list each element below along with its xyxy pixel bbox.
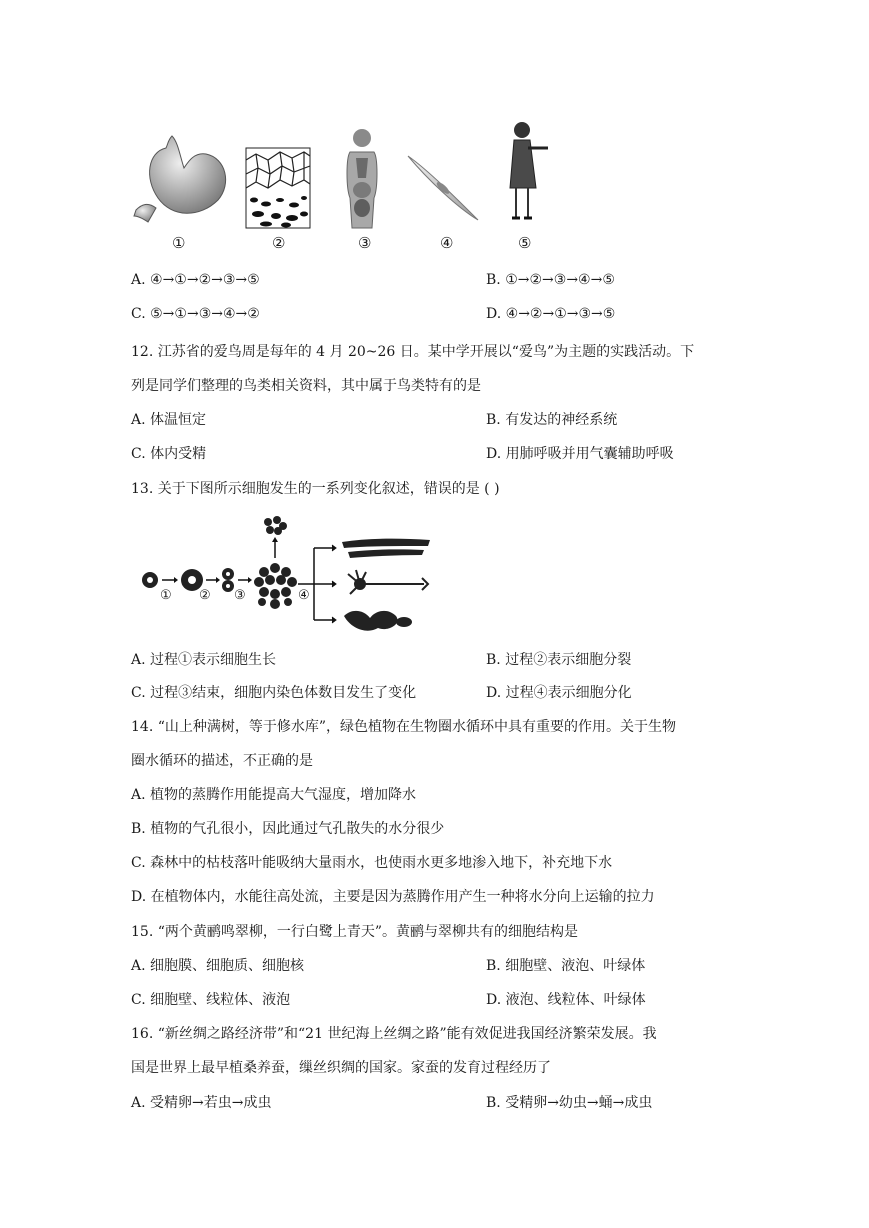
option-key: D. xyxy=(486,685,502,701)
q11-images xyxy=(128,118,568,258)
q13-option-b[interactable] xyxy=(486,649,631,669)
option-key: A. xyxy=(131,787,146,803)
q15-option-c[interactable] xyxy=(131,989,290,1009)
option-text: 植物的气孔很小，因此通过气孔散失的水分很少 xyxy=(150,821,445,837)
q14-option-c[interactable] xyxy=(131,852,612,872)
cell-process-diagram xyxy=(138,512,438,638)
q11-figure-label: ② xyxy=(272,234,286,252)
person-image xyxy=(510,122,548,218)
stomach-image xyxy=(134,136,226,222)
option-key: A. xyxy=(131,958,146,974)
q11-figure xyxy=(128,118,568,258)
option-text: 体内受精 xyxy=(150,446,207,462)
option-text: 受精卵→若虫→成虫 xyxy=(150,1095,272,1111)
q14-stem-line2: 圈水循环的描述，不正确的是 xyxy=(131,753,313,769)
cell-single xyxy=(142,572,158,588)
q13-figure-label: ④ xyxy=(298,588,310,603)
option-key: B. xyxy=(486,272,501,288)
body-system-image xyxy=(347,129,377,228)
option-text: 用肺呼吸并用气囊辅助呼吸 xyxy=(505,446,674,462)
option-key: D. xyxy=(486,992,502,1008)
q12-option-c[interactable] xyxy=(131,443,206,463)
q13-option-c[interactable] xyxy=(131,682,416,702)
option-key: A. xyxy=(131,412,146,428)
q13-figure-label: ① xyxy=(160,588,172,603)
q11-option-b[interactable] xyxy=(486,272,615,288)
option-text: ④→②→①→③→⑤ xyxy=(505,306,616,322)
arrow-icon xyxy=(174,577,178,583)
option-text: 森林中的枯枝落叶能吸纳大量雨水，也使雨水更多地渗入地下，补充地下水 xyxy=(150,855,613,871)
option-text: 有发达的神经系统 xyxy=(505,412,618,428)
option-key: B. xyxy=(486,412,501,428)
option-key: C. xyxy=(131,446,146,462)
q16-option-b[interactable] xyxy=(486,1092,652,1112)
option-key: C. xyxy=(131,992,146,1008)
q13-option-d[interactable] xyxy=(486,682,632,702)
option-key: B. xyxy=(486,1095,501,1111)
q12-stem-line2: 列是同学们整理的鸟类相关资料，其中属于鸟类特有的是 xyxy=(131,378,481,394)
arrow-icon xyxy=(216,577,220,583)
q13-stem-line1: 13. 关于下图所示细胞发生的一系列变化叙述，错误的是 ( ) xyxy=(131,481,500,497)
option-key: A. xyxy=(131,652,146,668)
q13-figure-label: ③ xyxy=(234,588,246,603)
q14-option-b[interactable] xyxy=(131,818,444,838)
q16-stem-line2: 国是世界上最早植桑养蚕，缫丝织绸的国家。家蚕的发育过程经历了 xyxy=(131,1060,551,1076)
q13-figure-label: ② xyxy=(199,588,211,603)
option-key: B. xyxy=(486,958,501,974)
q11-figure-label: ① xyxy=(172,234,186,252)
option-key: B. xyxy=(131,821,146,837)
option-text: 受精卵→幼虫→蛹→成虫 xyxy=(505,1095,653,1111)
q15-option-a[interactable] xyxy=(131,955,304,975)
q15-stem-line1: 15. “两个黄鹂鸣翠柳，一行白鹭上青天”。黄鹂与翠柳共有的细胞结构是 xyxy=(131,924,579,940)
arrow-icon xyxy=(248,577,252,583)
connective-tissue xyxy=(344,611,412,631)
cell-cluster-top xyxy=(264,516,287,535)
option-text: ④→①→②→③→⑤ xyxy=(150,272,260,288)
q11-option-a[interactable] xyxy=(131,272,260,288)
cell-cluster xyxy=(254,563,297,609)
arrow-icon xyxy=(314,548,334,620)
option-text: 过程①表示细胞生长 xyxy=(150,652,277,668)
q11-figure-label: ⑤ xyxy=(518,234,532,252)
tissue-image xyxy=(246,148,310,228)
option-text: 过程④表示细胞分化 xyxy=(505,685,632,701)
arrow-icon xyxy=(272,537,278,542)
option-key: D. xyxy=(486,306,502,322)
option-text: 过程③结束，细胞内染色体数目发生了变化 xyxy=(150,685,417,701)
q11-figure-label: ④ xyxy=(440,234,454,252)
q11-option-c[interactable] xyxy=(131,306,260,322)
q12-option-b[interactable] xyxy=(486,409,617,429)
arrow-icon xyxy=(332,545,336,623)
spindle-cell-image xyxy=(408,156,478,220)
option-text: ①→②→③→④→⑤ xyxy=(505,272,615,288)
option-key: D. xyxy=(131,889,147,905)
option-text: 过程②表示细胞分裂 xyxy=(505,652,632,668)
option-key: C. xyxy=(131,685,146,701)
option-key: A. xyxy=(131,272,146,288)
nerve-cell xyxy=(348,570,428,594)
option-text: 在植物体内，水能往高处流，主要是因为蒸腾作用产生一种将水分向上运输的拉力 xyxy=(150,889,655,905)
q12-option-a[interactable] xyxy=(131,409,206,429)
option-key: C. xyxy=(131,306,146,322)
option-key: C. xyxy=(131,855,146,871)
option-key: A. xyxy=(131,1095,146,1111)
option-text: 细胞壁、液泡、叶绿体 xyxy=(505,958,646,974)
option-text: 细胞膜、细胞质、细胞核 xyxy=(150,958,305,974)
option-key: D. xyxy=(486,446,502,462)
cell-divided xyxy=(222,568,234,592)
q12-option-d[interactable] xyxy=(486,443,674,463)
q14-option-a[interactable] xyxy=(131,784,416,804)
q11-figure-label: ③ xyxy=(358,234,372,252)
q14-option-d[interactable] xyxy=(131,886,655,906)
q13-figure xyxy=(138,512,438,638)
q13-option-a[interactable] xyxy=(131,649,276,669)
option-text: ⑤→①→③→④→② xyxy=(150,306,260,322)
option-text: 细胞壁、线粒体、液泡 xyxy=(150,992,291,1008)
q15-option-d[interactable] xyxy=(486,989,646,1009)
q15-option-b[interactable] xyxy=(486,955,645,975)
option-text: 体温恒定 xyxy=(150,412,207,428)
q16-option-a[interactable] xyxy=(131,1092,271,1112)
option-text: 植物的蒸腾作用能提高大气湿度，增加降水 xyxy=(150,787,417,803)
q12-stem-line1: 12. 江苏省的爱鸟周是每年的 4 月 20~26 日。某中学开展以“爱鸟”为主题的实践活动。下 xyxy=(131,344,695,360)
q11-option-d[interactable] xyxy=(486,306,615,322)
option-key: B. xyxy=(486,652,501,668)
muscle-tissue xyxy=(342,539,430,558)
q14-stem-line1: 14. “山上种满树，等于修水库”，绿色植物在生物圈水循环中具有重要的作用。关于生物 xyxy=(131,719,677,735)
q16-stem-line1: 16. “新丝绸之路经济带”和“21 世纪海上丝绸之路”能有效促进我国经济繁荣发展。我 xyxy=(131,1026,657,1042)
option-text: 液泡、线粒体、叶绿体 xyxy=(505,992,646,1008)
